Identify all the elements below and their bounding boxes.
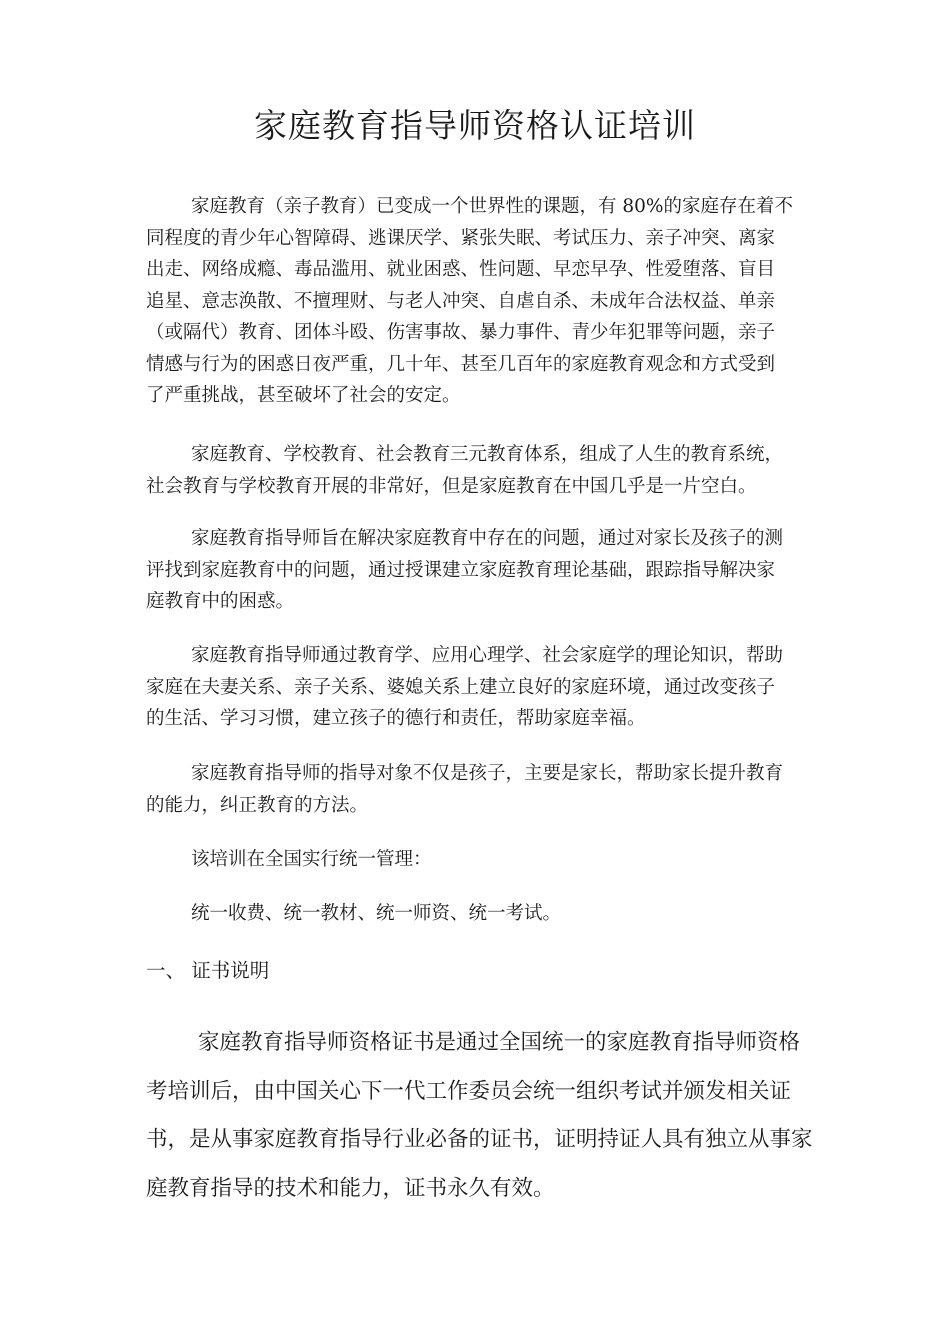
text-line: 家庭教育、学校教育、社会教育三元教育体系，组成了人生的教育系统， [191,444,784,465]
paragraph-guidance-target [146,758,806,821]
text-line: 追星、意志涣散、不擅理财、与老人冲突、自虐自杀、未成年合法权益、单亲 [146,290,776,312]
text-line: 考培训后，由中国关心下一代工作委员会统一组织考试并颁发相关证 [146,1078,792,1104]
text-line: 的能力，纠正教育的方法。 [146,794,369,816]
paragraph-unified-items [146,898,806,930]
text-line: 评找到家庭教育中的问题，通过授课建立家庭教育理论基础，跟踪指导解决家 [146,559,776,581]
text-line: 情感与行为的困惑日夜严重，几十年、甚至几百年的家庭教育观念和方式受到 [146,353,776,375]
paragraph-intro [146,191,806,412]
paragraph-education-system [146,439,806,502]
text-line: （或隔代）教育、团体斗殴、伤害事故、暴力事件、青少年犯罪等问题，亲子 [146,322,776,343]
text-line: 家庭教育（亲子教育）已变成一个世界性的课题，有 80%的家庭存在着不 [191,196,794,217]
text-line: 的生活、学习习惯，建立孩子的德行和责任，帮助家庭幸福。 [146,708,646,729]
text-line: 统一收费、统一教材、统一师资、统一考试。 [191,903,562,924]
text-line: 庭教育指导的技术和能力，证书永久有效。 [146,1175,555,1201]
text-line: 庭教育中的困惑。 [146,591,295,612]
paragraph-unified-management [146,844,806,876]
paragraph-instructor-method [146,640,806,735]
text-line: 该培训在全国实行统一管理： [191,849,432,870]
text-line: 家庭教育指导师的指导对象不仅是孩子，主要是家长，帮助家长提升教育 [191,763,784,784]
text-line: 家庭在夫妻关系、亲子关系、婆媳关系上建立良好的家庭环境，通过改变孩子 [146,676,776,698]
text-line: 社会教育与学校教育开展的非常好，但是家庭教育在中国几乎是一片空白。 [146,475,757,497]
section-heading-certificate: 一、 证书说明 [146,959,270,982]
paragraph-certificate-description [146,1019,846,1213]
paragraph-instructor-purpose [146,523,806,618]
text-line: 家庭教育指导师旨在解决家庭教育中存在的问题，通过对家长及孩子的测 [191,528,784,549]
page-title: 家庭教育指导师资格认证培训 [254,106,696,145]
text-line: 家庭教育指导师资格证书是通过全国统一的家庭教育指导师资格 [198,1030,801,1055]
text-line: 书，是从事家庭教育指导行业必备的证书，证明持证人具有独立从事家 [146,1127,813,1152]
text-line: 家庭教育指导师通过教育学、应用心理学、社会家庭学的理论知识，帮助 [191,645,784,666]
text-line: 同程度的青少年心智障碍、逃课厌学、紧张失眠、考试压力、亲子冲突、离家 [146,227,776,249]
text-line: 出走、网络成瘾、毒品滥用、就业困惑、性问题、早恋早孕、性爱堕落、盲目 [146,259,776,280]
text-line: 了严重挑战，甚至破坏了社会的安定。 [146,385,461,406]
